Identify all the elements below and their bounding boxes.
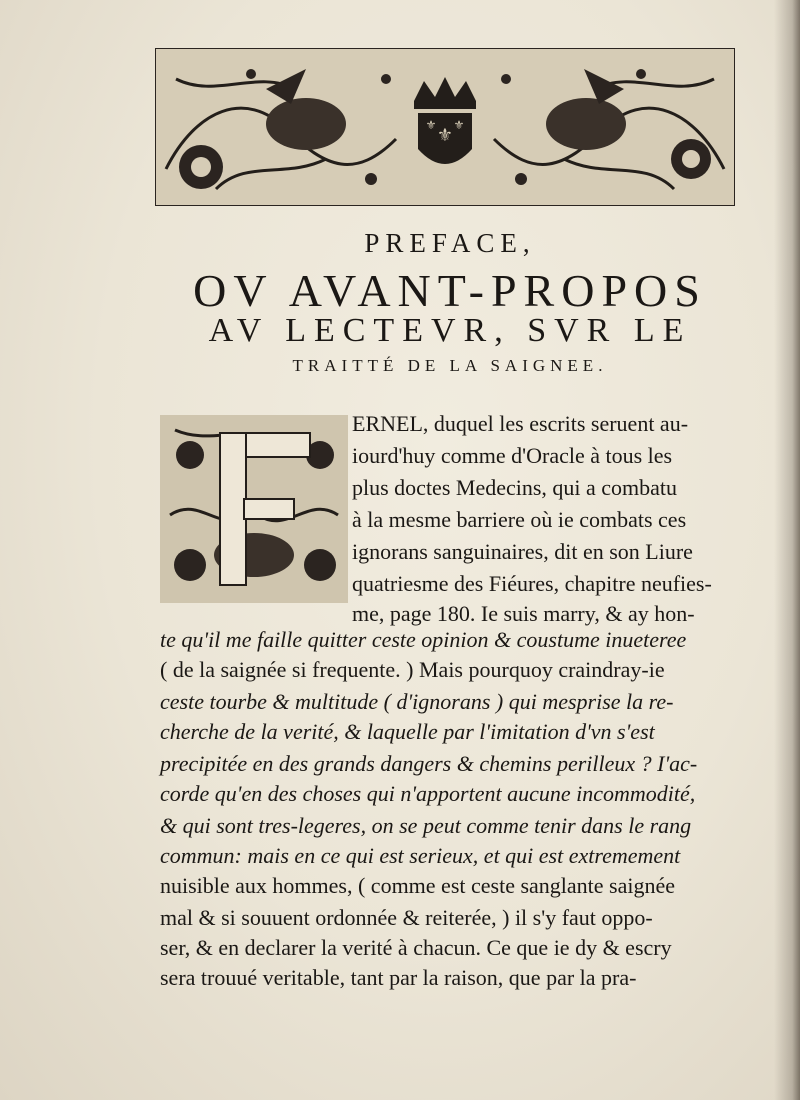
svg-text:⚜: ⚜ [453,118,465,132]
text-line-9: ( de la saignée si frequente. ) Mais pourquoy craindray-ie [160,657,665,682]
text-line-19: sera trouué veritable, tant par la raison, que par la pra- [160,965,637,990]
svg-text:⚜: ⚜ [425,118,437,132]
text-line-8: te qu'il me faille quitter ceste opinion & coustume inueteree [160,627,687,652]
heading-line-3: AV LECTEVR, SVR LE [208,312,692,349]
text-line-10: ceste tourbe & multitude ( d'ignorans ) qui mesprise la re- [160,689,674,714]
text-line-13: corde qu'en des choses qui n'apportent aucune incommodité, [160,781,696,806]
text-line-6: quatriesme des Fiéures, chapitre neufies- [352,571,712,596]
heading-line-4: TRAITTÉ DE LA SAIGNEE. [292,356,608,375]
text-line-4: à la mesme barriere où ie combats ces [352,507,687,532]
text-line-15: commun: mais en ce qui est serieux, et qui est extremement [160,843,681,868]
binding-shadow [774,0,800,1100]
text-line-18: ser, & en declarer la verité à chacun. Ce que ie dy & escry [160,935,672,960]
headpiece-ornament [155,48,735,206]
text-line-5: ignorans sanguinaires, dit en son Liure [352,539,693,564]
heading-line-2: OV AVANT-PROPOS [193,265,707,316]
text-line-12: precipitée en des grands dangers & chemins perilleux ? I'ac- [160,751,698,776]
text-line-7: me, page 180. Ie suis marry, & ay hon- [352,601,695,626]
text-line-14: & qui sont tres-legeres, on se peut comme tenir dans le rang [160,813,692,838]
drop-capital-f [160,415,348,603]
svg-text:⚜: ⚜ [436,125,454,145]
text-line-3: plus doctes Medecins, qui a combatu [352,475,678,500]
text-line-1: ERNEL, duquel les escrits seruent au- [352,411,689,436]
text-line-16: nuisible aux hommes, ( comme est ceste sanglante saignée [160,873,676,898]
heading-line-1: PREFACE, [364,228,536,258]
text-line-11: cherche de la verité, & laquelle par l'imitation d'vn s'est [160,719,655,744]
text-line-17: mal & si souuent ordonnée & reiterée, ) il s'y faut oppo- [160,905,653,930]
text-line-2: iourd'huy comme d'Oracle à tous les [352,443,673,468]
